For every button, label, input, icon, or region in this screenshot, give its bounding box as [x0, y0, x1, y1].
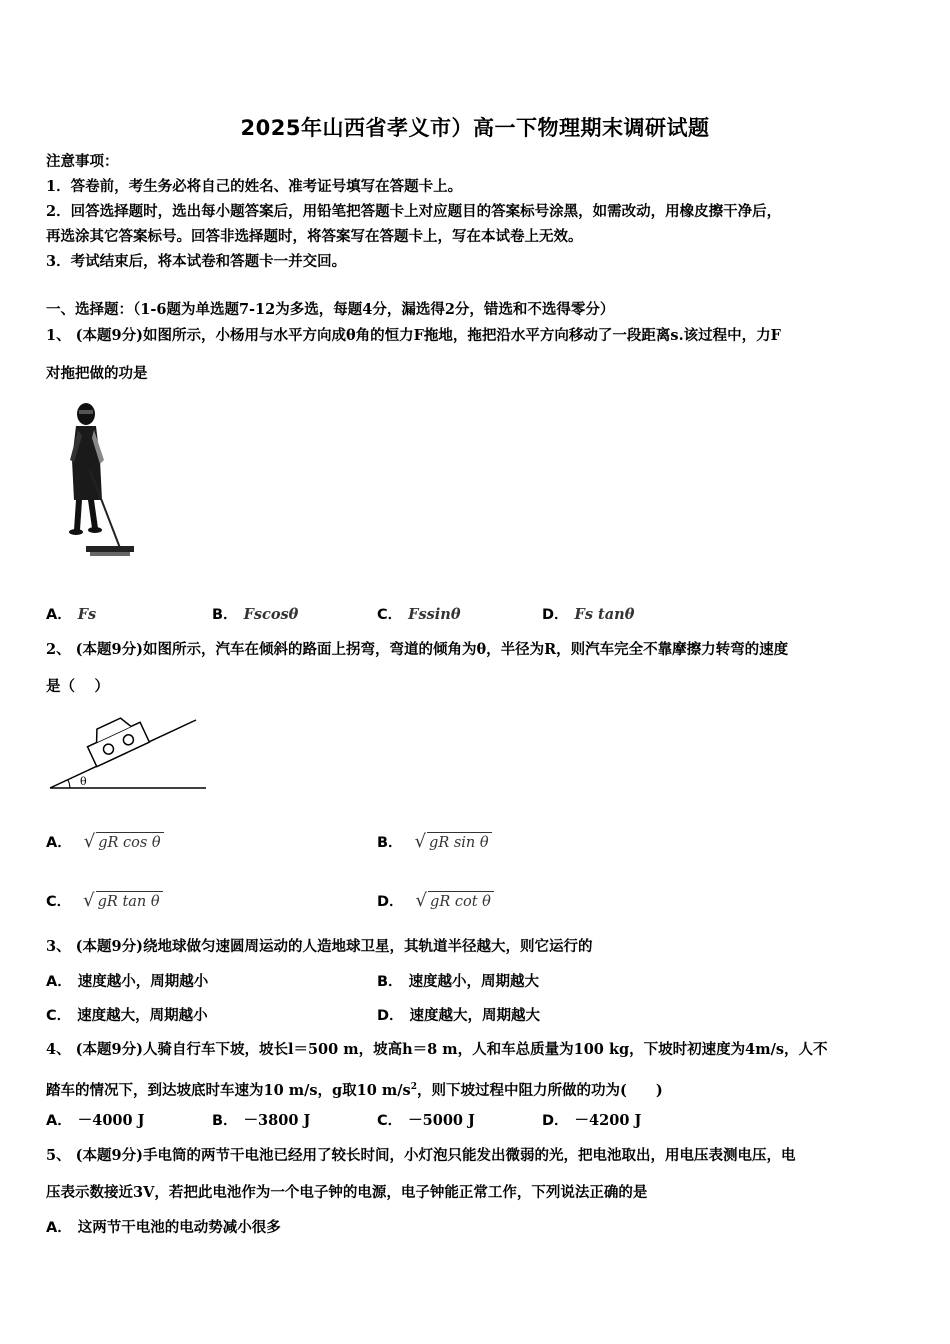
option-c[interactable]	[46, 1006, 208, 1026]
option-text: Fs	[77, 606, 97, 623]
option-text: Fssinθ	[408, 606, 461, 623]
question-1-text-cont: 对拖把做的功是	[46, 365, 148, 382]
sqrt-icon: √	[83, 831, 96, 852]
option-d[interactable]	[377, 891, 494, 912]
option-label: D．	[542, 1113, 569, 1129]
option-b[interactable]	[212, 605, 298, 625]
text-part: ，则下坡过程中阻力所做的功为( )	[416, 1081, 663, 1099]
option-d[interactable]	[377, 1006, 540, 1026]
notice-item: 1．答卷前，考生务必将自己的姓名、准考证号填写在答题卡上。	[46, 178, 463, 195]
notice-item: 2．回答选择题时，选出每小题答案后，用铅笔把答题卡上对应题目的答案标号涂黑，如需改动，用橡皮擦干净后，	[46, 203, 782, 220]
option-text: －5000 J	[408, 1112, 475, 1129]
option-text: 速度越大，周期越小	[77, 1007, 208, 1024]
question-3-text: 3、 (本题9分)绕地球做匀速圆周运动的人造地球卫星，其轨道半径越大，则它运行的	[46, 938, 593, 955]
mopping-figure	[62, 400, 142, 565]
option-a[interactable]	[46, 605, 96, 625]
option-b[interactable]	[212, 1111, 310, 1131]
option-label: A．	[46, 835, 72, 851]
option-d[interactable]	[542, 1111, 641, 1131]
option-text: －4200 J	[574, 1112, 642, 1129]
option-label: B．	[212, 1113, 238, 1129]
option-text: －3800 J	[243, 1112, 311, 1129]
option-a[interactable]	[46, 972, 208, 992]
option-b[interactable]	[377, 832, 492, 853]
option-label: C．	[46, 894, 72, 910]
option-b[interactable]	[377, 972, 539, 992]
notice-item: 再选涂其它答案标号。回答非选择题时，将答案写在答题卡上，写在本试卷上无效。	[46, 228, 583, 245]
sqrt-icon: √	[415, 890, 428, 911]
option-text: －4000 J	[77, 1112, 145, 1129]
option-text: gR sin θ	[427, 832, 492, 853]
option-label: B．	[212, 607, 238, 623]
section-heading: 一、选择题：（1-6题为单选题7-12为多选，每题4分，漏选得2分，错选和不选得零分）	[46, 301, 615, 318]
superscript: 2	[410, 1082, 417, 1092]
option-label: B．	[377, 974, 403, 990]
option-label: D．	[542, 607, 569, 623]
notice-heading: 注意事项：	[46, 153, 119, 170]
option-label: D．	[377, 894, 404, 910]
option-c[interactable]	[46, 891, 163, 912]
option-a[interactable]	[46, 1111, 145, 1131]
option-text: 速度越小，周期越大	[408, 973, 540, 990]
option-label: A．	[46, 607, 72, 623]
option-a[interactable]	[46, 832, 164, 853]
option-a[interactable]	[46, 1218, 281, 1238]
question-4-text: 4、 (本题9分)人骑自行车下坡，坡长l＝500 m，坡高h＝8 m，人和车总质量为100 kg，下坡时初速度为4m/s，人不	[46, 1041, 828, 1058]
question-5-text: 5、 (本题9分)手电筒的两节干电池已经用了较长时间，小灯泡只能发出微弱的光，把电池取出，用电压表测电压，电	[46, 1147, 796, 1164]
question-4-text-cont	[46, 1077, 663, 1101]
notice-item: 3．考试结束后，将本试卷和答题卡一并交回。	[46, 253, 347, 270]
option-text: 速度越小，周期越小	[77, 973, 209, 990]
option-text: gR cos θ	[96, 832, 163, 853]
option-label: A．	[46, 1113, 72, 1129]
text-part: 踏车的情况下，到达坡底时车速为10 m/s，g取10 m/s	[46, 1081, 411, 1099]
sqrt-icon: √	[83, 890, 95, 911]
question-2-text-cont: 是（ ）	[46, 678, 110, 695]
option-label: C．	[377, 1113, 403, 1129]
option-label: A．	[46, 974, 72, 990]
option-text: gR cot θ	[428, 891, 494, 912]
option-c[interactable]	[377, 605, 461, 625]
option-label: B．	[377, 835, 403, 851]
option-label: C．	[377, 607, 403, 623]
option-label: D．	[377, 1008, 404, 1024]
banked-road-figure	[46, 708, 211, 793]
option-text: Fs tanθ	[574, 606, 635, 623]
option-label: C．	[46, 1008, 72, 1024]
option-label: A．	[46, 1220, 72, 1236]
option-d[interactable]	[542, 605, 634, 625]
option-text: 速度越大，周期越大	[409, 1007, 541, 1024]
page-title: 2025年山西省孝义市）高一下物理期末调研试题	[240, 116, 710, 140]
sqrt-icon: √	[414, 831, 427, 852]
option-c[interactable]	[377, 1111, 475, 1131]
angle-label: θ	[80, 775, 87, 788]
option-text: Fscosθ	[243, 606, 299, 623]
question-5-text-cont: 压表示数接近3V，若把此电池作为一个电子钟的电源，电子钟能正常工作，下列说法正确的是	[46, 1184, 648, 1201]
option-text: gR tan θ	[96, 891, 163, 912]
option-text: 这两节干电池的电动势减小很多	[77, 1219, 281, 1236]
question-2-text: 2、 (本题9分)如图所示，汽车在倾斜的路面上拐弯，弯道的倾角为θ，半径为R，则汽车完全不靠摩擦力转弯的速度	[46, 641, 789, 658]
question-1-text: 1、 (本题9分)如图所示，小杨用与水平方向成θ角的恒力F拖地，拖把沿水平方向移动了一段距离s.该过程中，力F	[46, 327, 781, 344]
